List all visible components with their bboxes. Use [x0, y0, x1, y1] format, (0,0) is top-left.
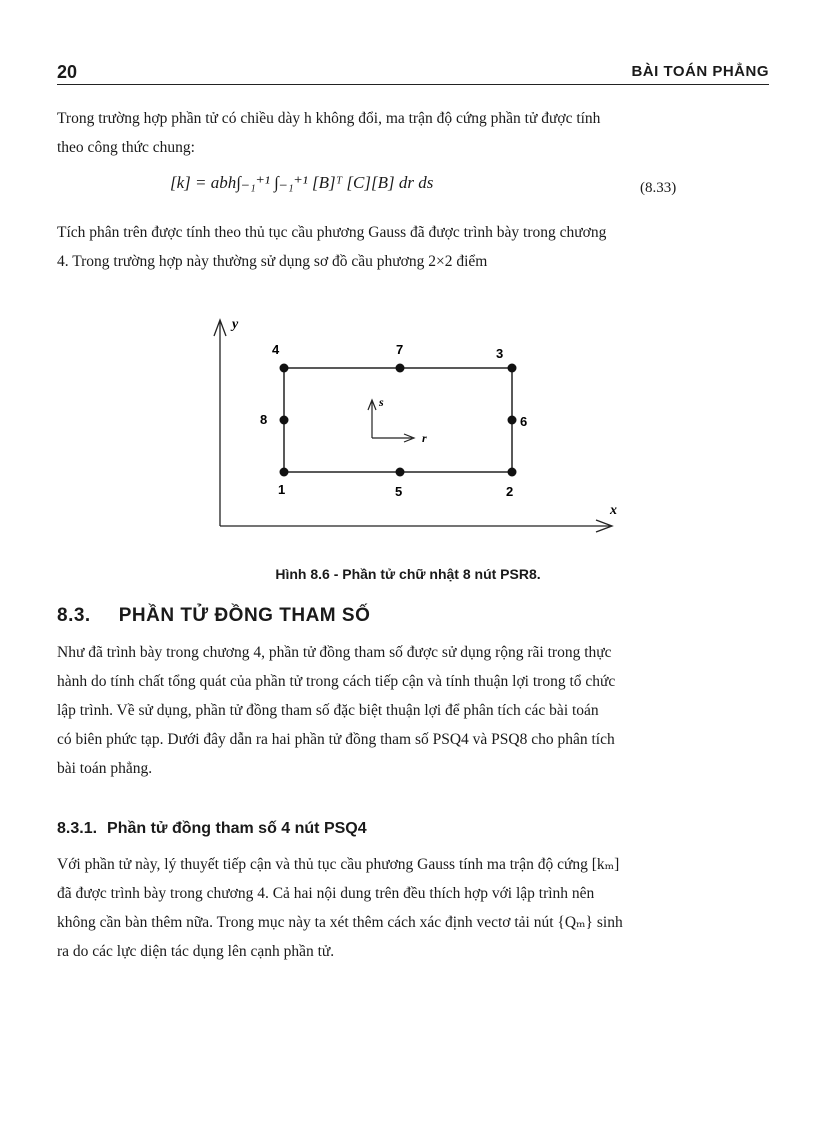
node-label: 1: [278, 482, 286, 497]
node-7: [396, 364, 405, 373]
equation-number: (8.33): [640, 180, 677, 196]
text-line: đã được trình bày trong chương 4. Cả hai nội dung trên đều thích hợp với lập trình nên: [57, 885, 595, 902]
header-rule: [57, 84, 769, 85]
subsection-number: 8.3.1.: [57, 820, 98, 837]
text-line: theo công thức chung:: [57, 139, 195, 156]
text-line: 4. Trong trường hợp này thường sử dụng sơ đồ cầu phương 2×2 điểm: [57, 253, 488, 270]
node-3: [508, 364, 517, 373]
subsection-heading: [57, 820, 367, 838]
text-line: ra do các lực diện tác dụng lên cạnh phần tử.: [57, 943, 335, 960]
node-label: 2: [506, 484, 514, 499]
stiffness-equation: [k] = abh∫₋₁⁺¹ ∫₋₁⁺¹ [B]ᵀ [C][B] dr ds: [170, 173, 434, 192]
section-number: 8.3.: [57, 605, 91, 626]
node-4: [280, 364, 289, 373]
node-6: [508, 416, 517, 425]
y-axis-label: y: [232, 317, 239, 332]
text-line: lập trình. Về sử dụng, phần tử đồng tham số đặc biệt thuận lợi để phân tích các bài toán: [57, 702, 599, 719]
node-label: 4: [272, 342, 280, 357]
section-title: PHẦN TỬ ĐỒNG THAM SỐ: [118, 605, 371, 626]
section-heading: [57, 605, 370, 627]
element-outline: [284, 368, 512, 472]
node-8: [280, 416, 289, 425]
r-axis-label: r: [422, 431, 427, 445]
page-number: 20: [57, 62, 78, 82]
node-2: [508, 468, 517, 477]
subsection-paragraph: [57, 850, 773, 966]
x-axis-label: x: [610, 503, 617, 518]
running-title: BÀI TOÁN PHẲNG: [631, 63, 769, 80]
section-paragraph: [57, 638, 773, 783]
text-line: Trong trường hợp phần tử có chiều dày h không đổi, ma trận độ cứng phần tử được tính: [57, 110, 601, 127]
subsection-title: Phần tử đồng tham số 4 nút PSQ4: [107, 820, 367, 837]
intro-paragraph: [57, 104, 773, 162]
text-line: hành do tính chất tổng quát của phần tử trong cách tiếp cận và tính thuận lợi trong tổ chức: [57, 673, 616, 690]
node-5: [396, 468, 405, 477]
node-1: [280, 468, 289, 477]
node-label: 6: [520, 414, 528, 429]
node-label: 5: [395, 484, 403, 499]
node-label: 3: [496, 346, 504, 361]
gauss-paragraph: [57, 218, 773, 276]
node-label: 7: [396, 342, 404, 357]
text-line: Như đã trình bày trong chương 4, phần tử đồng tham số được sử dụng rộng rãi trong thực: [57, 644, 612, 661]
figure-caption: Hình 8.6 - Phần tử chữ nhật 8 nút PSR8.: [275, 566, 541, 582]
text-line: không cần bàn thêm nữa. Trong mục này ta xét thêm cách xác định vectơ tải nút {Qₘ} sinh: [57, 914, 623, 931]
psr8-figure: [200, 310, 630, 535]
text-line: Tích phân trên được tính theo thủ tục cầu phương Gauss đã được trình bày trong chương: [57, 224, 607, 241]
s-axis-label: s: [379, 395, 384, 409]
text-line: bài toán phẳng.: [57, 760, 153, 777]
node-label: 8: [260, 412, 268, 427]
text-line: Với phần tử này, lý thuyết tiếp cận và thủ tục cầu phương Gauss tính ma trận độ cứng [kₘ]: [57, 856, 620, 873]
text-line: có biên phức tạp. Dưới đây dẫn ra hai phần tử đồng tham số PSQ4 và PSQ8 cho phân tích: [57, 731, 615, 748]
